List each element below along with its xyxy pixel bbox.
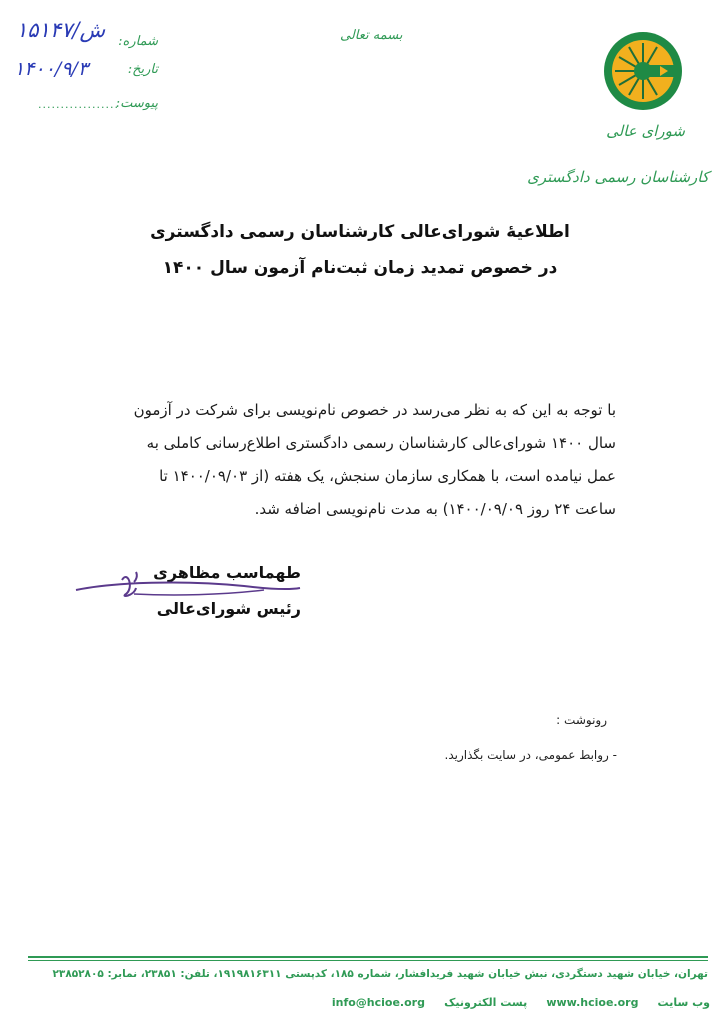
notice-body-line: عمل نیامده است، با همکاری سازمان سنجش، یک هفته (از ۱۴۰۰/۰۹/۰۳ تا <box>159 467 616 485</box>
letter-number-value: ۱۵۱۴۷/ش <box>16 18 106 42</box>
council-logo <box>602 30 684 112</box>
signatory-name: طهماسب مظاهری <box>153 563 301 582</box>
notice-body-line: با توجه به این که به نظر می‌رسد در خصوص نام‌نویسی برای شرکت در آزمون <box>133 401 616 419</box>
email-label: پست الکترونیک <box>444 996 528 1009</box>
notice-body-line: سال ۱۴۰۰ شورای‌عالی کارشناسان رسمی دادگستری اطلاع‌رسانی کاملی به <box>146 434 616 452</box>
letter-number-label: شماره: <box>118 34 158 49</box>
letter-date-label: تاریخ: <box>127 62 158 77</box>
footer-divider <box>28 960 708 961</box>
org-name-line2: کارشناسان رسمی دادگستری <box>527 168 709 186</box>
cc-label: رونوشت : <box>556 713 607 727</box>
notice-body <box>74 394 616 526</box>
notice-body-line: ساعت ۲۴ روز ۱۴۰۰/۰۹/۰۹) به مدت نام‌نویسی اضافه شد. <box>254 500 616 518</box>
footer-divider <box>28 956 708 958</box>
letter-attachment-label: پیوست: <box>115 96 158 111</box>
notice-title-line1: اطلاعیهٔ شورای‌عالی کارشناسان رسمی دادگستری <box>150 222 570 242</box>
basmala: بسمه تعالی <box>340 28 403 43</box>
signatory-role: رئیس شورای‌عالی <box>156 599 301 618</box>
notice-title-line2: در خصوص تمدید زمان ثبت‌نام آزمون سال ۱۴۰۰ <box>162 258 558 278</box>
cc-item: - روابط عمومی، در سایت بگذارید. <box>444 748 617 762</box>
letter-attachment-dots: .................. <box>38 98 119 111</box>
org-name-line1: شورای عالی <box>606 122 685 140</box>
footer-contact <box>170 991 710 1009</box>
footer-address: تهران، خیابان شهید دستگردی، نبش خیابان شهید فریدافشار، شماره ۱۸۵، کدپستی ۱۹۱۹۸۱۶۳۱۱، تلفن: ۲۳۸۵۱، نمابر: ۲۳۸۵۲۸۰۵ <box>52 968 708 980</box>
letter-meta <box>8 14 158 124</box>
website-link[interactable]: www.hcioe.org <box>546 996 639 1009</box>
website-label: وب سایت <box>657 996 710 1009</box>
letter-date-value: ۱۴۰۰/۹/۳ <box>14 58 89 80</box>
email-link[interactable]: info@hcioe.org <box>331 996 425 1009</box>
